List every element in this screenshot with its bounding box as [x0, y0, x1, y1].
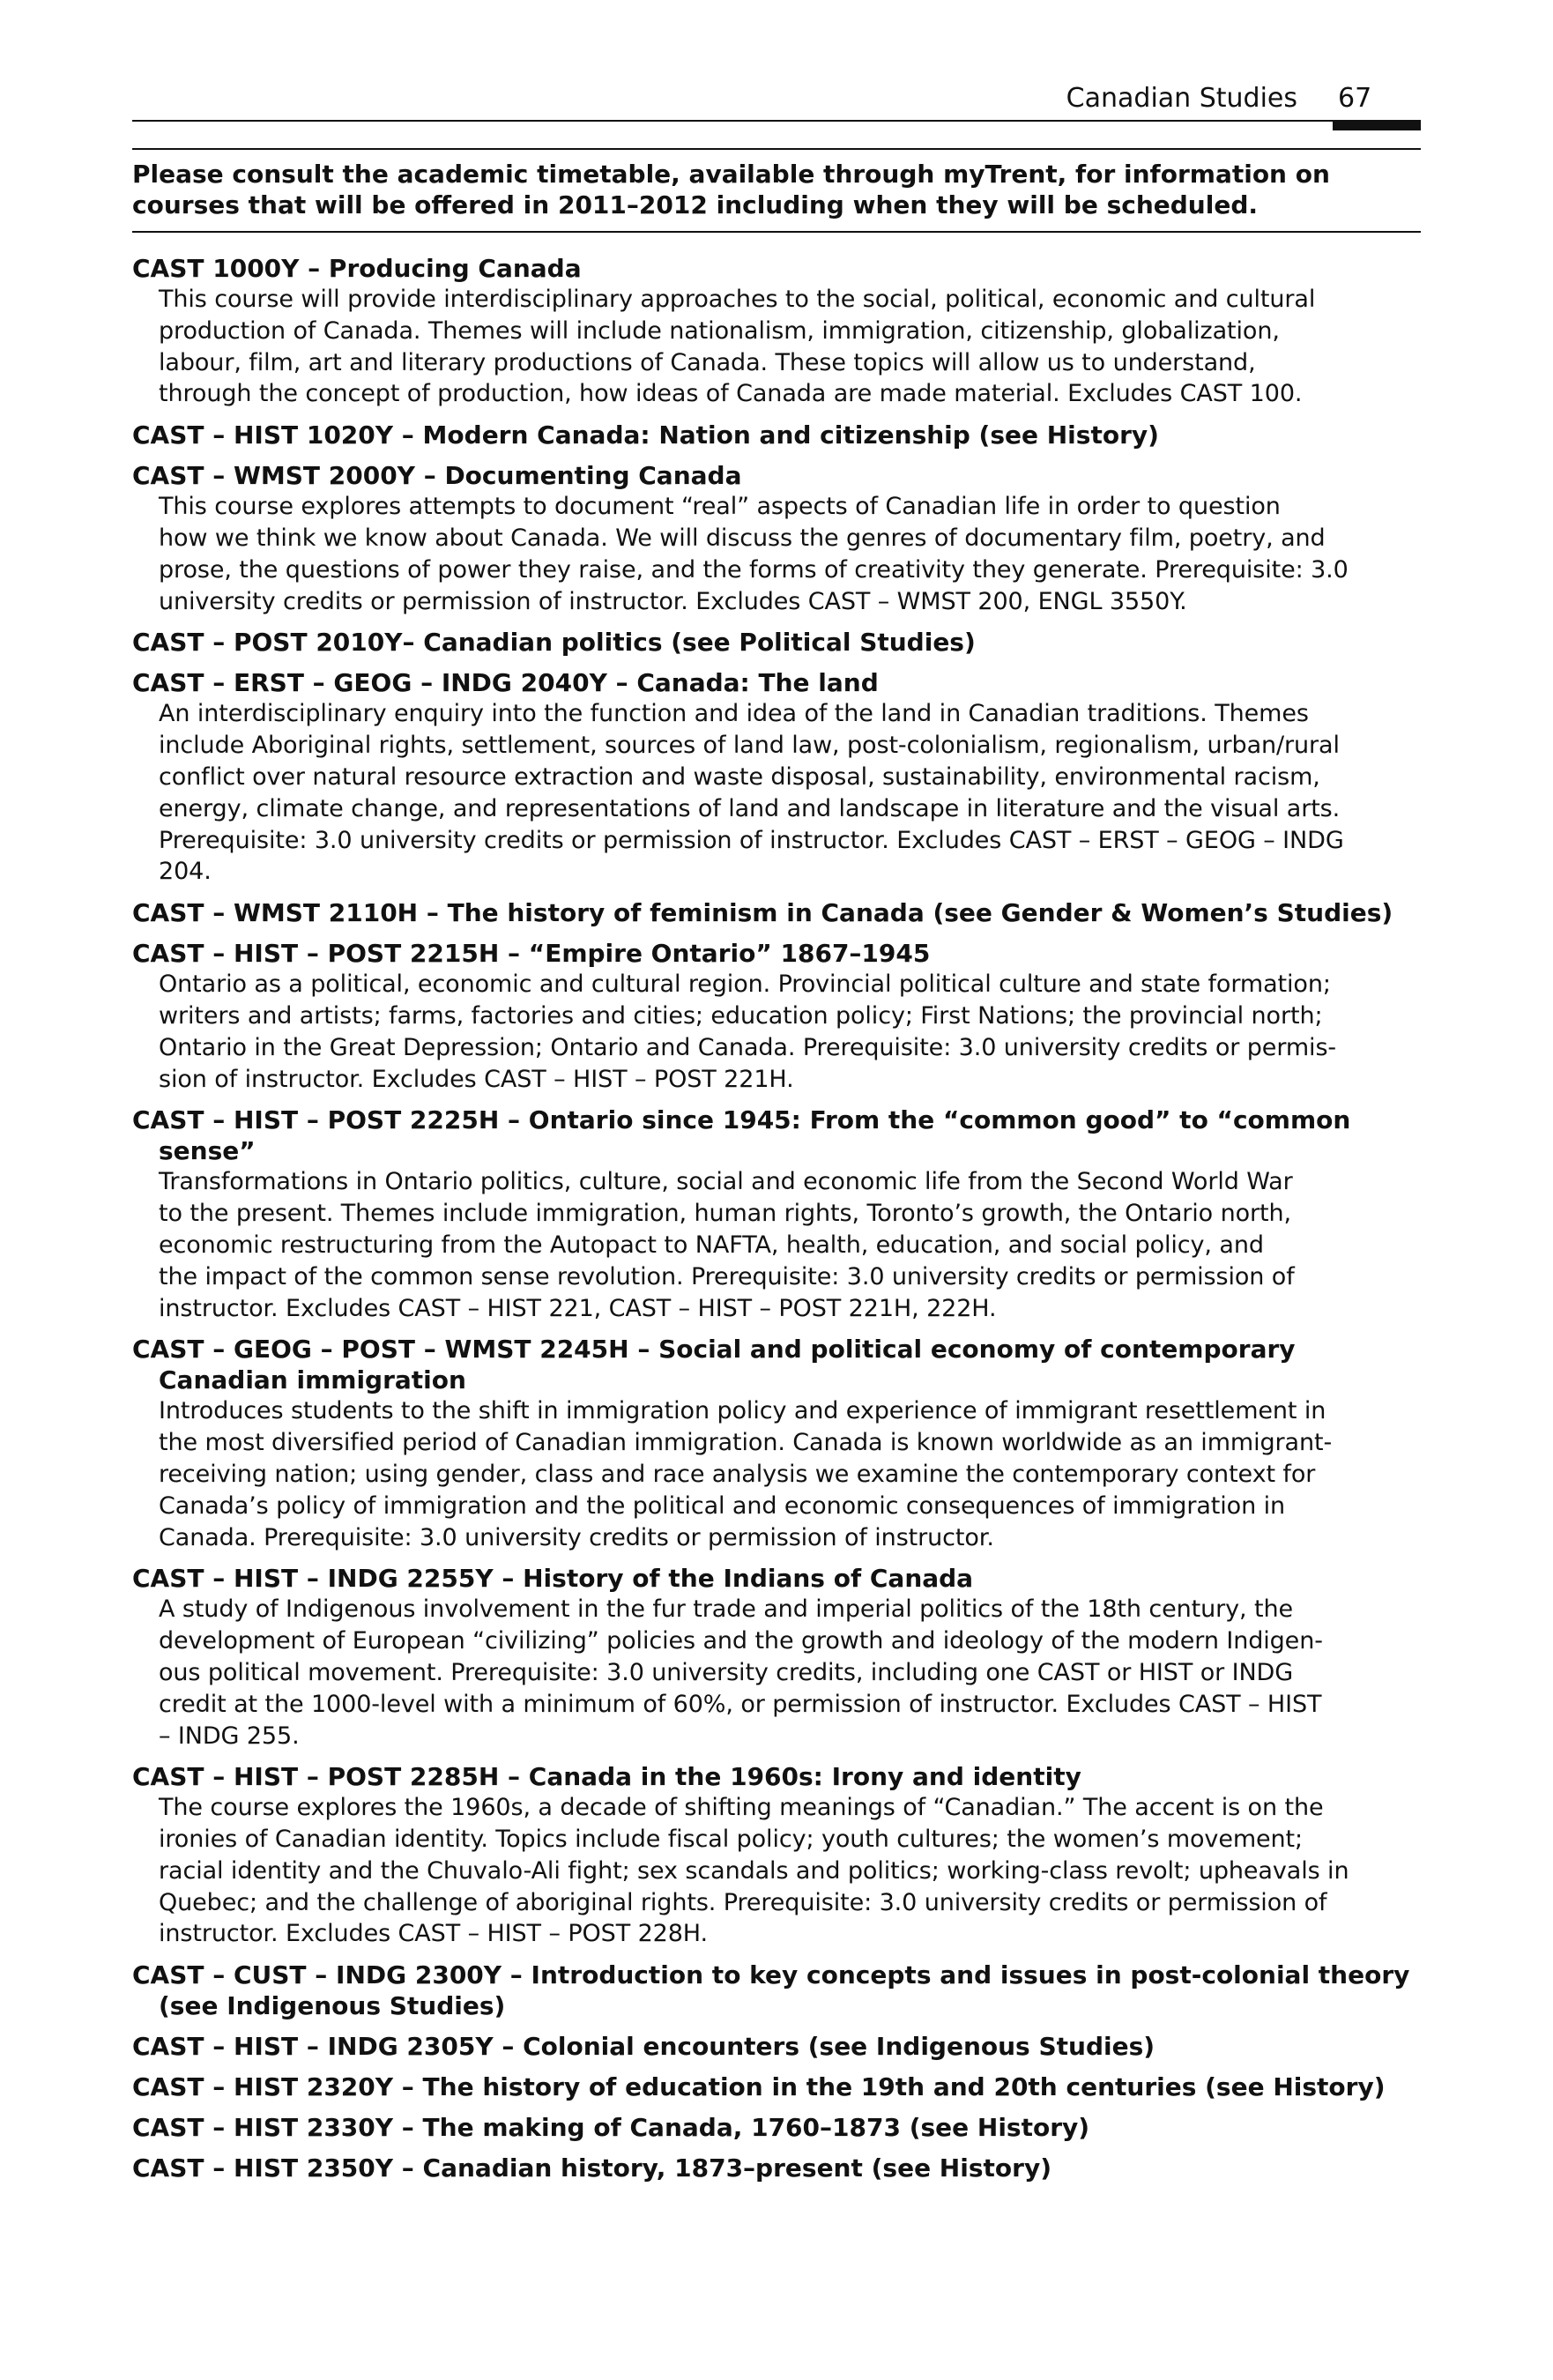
course-entry — [132, 420, 1428, 450]
notice-rule — [132, 231, 1421, 233]
course-title: CAST – POST 2010Y– Canadian politics (see Political Studies) — [132, 628, 976, 658]
course-entry — [132, 1761, 1428, 1950]
course-entry — [132, 1563, 1428, 1752]
course-description: Ontario as a political, economic and cultural region. Provincial political culture and state formation; writers and artists; farms, factories and cities; education policy; First Nations; the provincial north; Ontario in the Great Depression; Ontario and Canada. Prerequisite: 3.0 university credits or permis- sion of instructor. Excludes CAST – HIST – POST 221H. — [159, 971, 1337, 1093]
course-title: CAST – WMST 2110H – The history of feminism in Canada (see Gender & Women’s Studies) — [132, 898, 1393, 928]
course-title: CAST – HIST – POST 2225H – Ontario since 1945: From the “common good” to “common sense” — [132, 1105, 1351, 1166]
course-description: This course explores attempts to document “real” aspects of Canadian life in order to question how we think we know about Canada. We will discuss the genres of documentary film, poetry, and prose, the questions of power they raise, and the forms of creativity they generate. Prerequisite: 3.0 university credits or permission of instructor. Excludes CAST – WMST 200, ENGL 3550Y. — [159, 493, 1349, 615]
course-title: CAST – HIST 2320Y – The history of education in the 19th and 20th centuries (see History) — [132, 2072, 1386, 2102]
course-title: CAST – WMST 2000Y – Documenting Canada — [132, 461, 742, 491]
course-entry — [132, 1104, 1428, 1324]
course-description: The course explores the 1960s, a decade of shifting meanings of “Canadian.” The accent is on the ironies of Canadian identity. Topics include fiscal policy; youth cultures; the women’s movement; racial identity and the Chuvalo-Ali fight; sex scandals and politics; working-class revolt; upheavals in Quebec; and the challenge of aboriginal rights. Prerequisite: 3.0 university credits or permission of instructor. Excludes CAST – HIST – POST 228H. — [159, 1794, 1349, 1948]
course-description: An interdisciplinary enquiry into the function and idea of the land in Canadian traditions. Themes include Aboriginal rights, settlement, sources of land law, post-colonialism, regionalism, urban/rural conflict over natural resource extraction and waste disposal, sustainability, environmental racism, energy, climate change, and representations of land and landscape in literature and the visual arts. Prerequisite: 3.0 university credits or permission of instructor. Excludes CAST – ERST – GEOG – INDG 204. — [159, 700, 1344, 886]
course-description: A study of Indigenous involvement in the fur trade and imperial politics of the 18th century, the development of European “civilizing” policies and the growth and ideology of the modern Indigen- ous political movement. Prerequisite: 3.0 university credits, including one CAST or HIST or INDG credit at the 1000-level with a minimum of 60%, or permission of instructor. Excludes CAST – HIST – INDG 255. — [159, 1595, 1323, 1750]
course-entry — [132, 1960, 1428, 2021]
course-entry — [132, 2153, 1428, 2183]
course-title: CAST – CUST – INDG 2300Y – Introduction to key concepts and issues in post-colonial theory (see Indigenous Studies) — [132, 1960, 1410, 2021]
header-rule-lower — [132, 148, 1421, 150]
course-title: CAST – GEOG – POST – WMST 2245H – Social and political economy of contemporary Canadian immigration — [132, 1335, 1296, 1395]
course-title: CAST – HIST 1020Y – Modern Canada: Nation and citizenship (see History) — [132, 420, 1159, 450]
page-number: 67 — [1338, 83, 1372, 114]
course-entry — [132, 1334, 1428, 1553]
course-title: CAST – HIST 2350Y – Canadian history, 1873–present (see History) — [132, 2153, 1051, 2183]
course-entry — [132, 897, 1428, 928]
course-entry — [132, 938, 1428, 1095]
running-header-title: Canadian Studies — [1066, 83, 1297, 114]
course-title: CAST 1000Y – Producing Canada — [132, 254, 582, 283]
course-entry — [132, 253, 1428, 410]
course-entry — [132, 667, 1428, 888]
course-description: This course will provide interdisciplinary approaches to the social, political, economic and cultural production of Canada. Themes will include nationalism, immigration, citizenship, globalization, labour, film, art and literary productions of Canada. These topics will allow us to understand, through the concept of production, how ideas of Canada are made material. Excludes CAST 100. — [159, 286, 1316, 408]
course-list — [132, 253, 1428, 2193]
course-title: CAST – HIST 2330Y – The making of Canada, 1760–1873 (see History) — [132, 2113, 1090, 2143]
course-entry — [132, 2031, 1428, 2062]
course-entry — [132, 460, 1428, 617]
course-entry — [132, 2071, 1428, 2102]
course-title: CAST – HIST – INDG 2255Y – History of the Indians of Canada — [132, 1564, 974, 1594]
timetable-notice: Please consult the academic timetable, available through myTrent, for information on courses that will be offered in 2011–2012 including when they will be scheduled. — [132, 160, 1330, 219]
course-title: CAST – HIST – INDG 2305Y – Colonial encounters (see Indigenous Studies) — [132, 2032, 1155, 2062]
page-header — [132, 74, 1421, 123]
course-title: CAST – HIST – POST 2285H – Canada in the 1960s: Irony and identity — [132, 1762, 1081, 1792]
course-entry — [132, 2112, 1428, 2143]
course-description: Transformations in Ontario politics, culture, social and economic life from the Second World War to the present. Themes include immigration, human rights, Toronto’s growth, the Ontario north, economic restructuring from the Autopact to NAFTA, health, education, and social policy, and the impact of the common sense revolution. Prerequisite: 3.0 university credits or permission of instructor. Excludes CAST – HIST 221, CAST – HIST – POST 221H, 222H. — [159, 1168, 1295, 1322]
course-title: CAST – ERST – GEOG – INDG 2040Y – Canada: The land — [132, 668, 879, 698]
course-title: CAST – HIST – POST 2215H – “Empire Ontario” 1867–1945 — [132, 939, 931, 969]
header-tab-marker — [1333, 120, 1421, 130]
course-entry — [132, 627, 1428, 658]
course-description: Introduces students to the shift in immigration policy and experience of immigrant resettlement in the most diversified period of Canadian immigration. Canada is known worldwide as an immigrant- receiving nation; using gender, class and race analysis we examine the contemporary context for Canada’s policy of immigration and the political and economic consequences of immigration in Canada. Prerequisite: 3.0 university credits or permission of instructor. — [159, 1397, 1333, 1551]
header-rule — [132, 120, 1421, 122]
